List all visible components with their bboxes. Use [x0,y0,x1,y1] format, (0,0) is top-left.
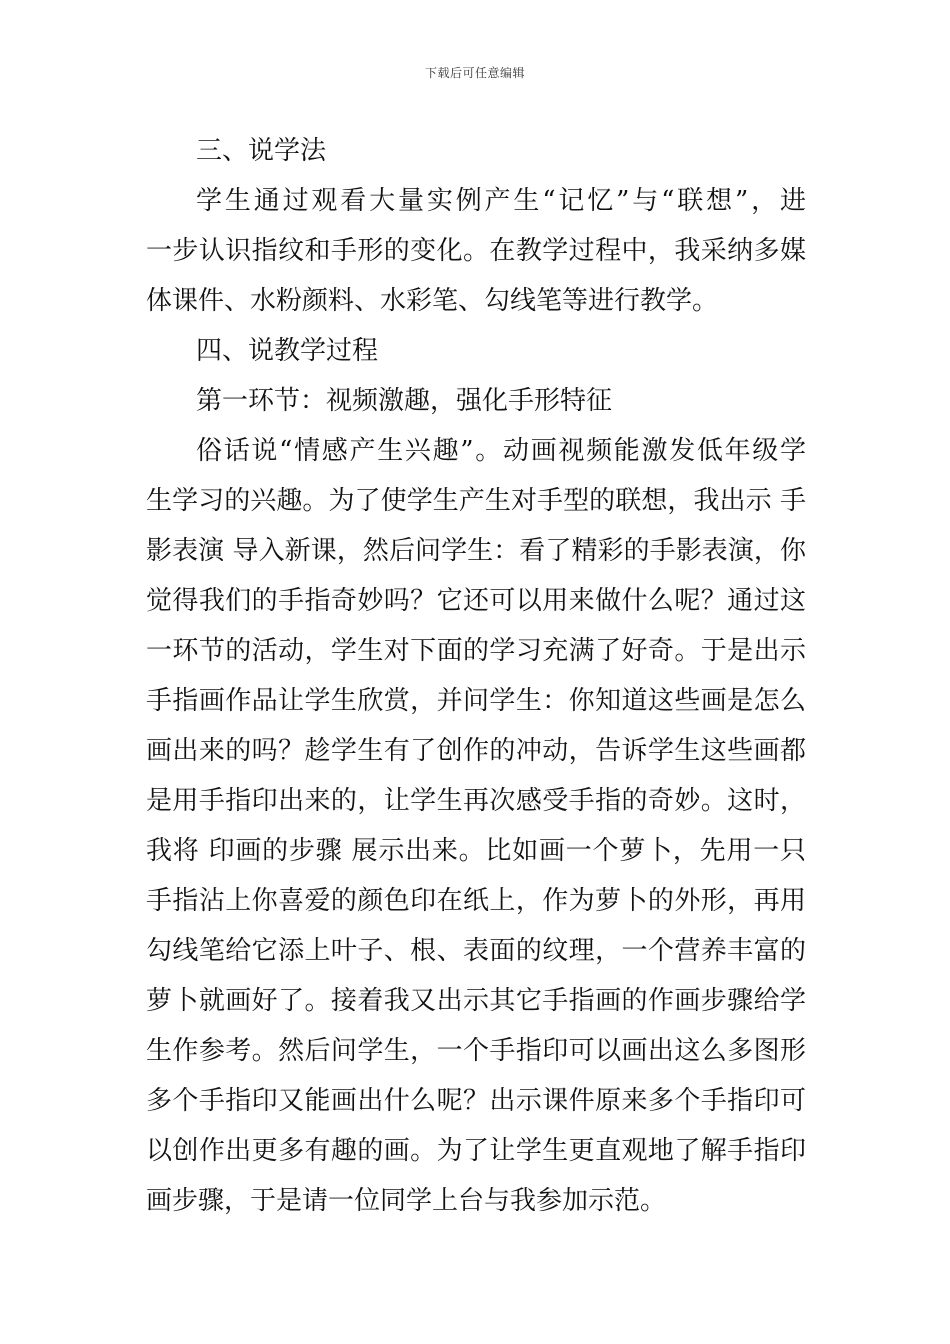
paragraph-line: 俗话说“情感产生兴趣”。动画视频能激发低年级学 [196,436,806,466]
section-heading-teaching-process: 四、说教学过程 [196,336,379,366]
paragraph-line: 勾线笔给它添上叶子、根、表面的纹理，一个营养丰富的 [146,936,806,966]
paragraph-line: 生作参考。然后问学生，一个手指印可以画出这么多图形 [146,1036,806,1066]
subsection-heading-first-stage: 第一环节：视频激趣，强化手形特征 [196,386,613,416]
paragraph-line: 多个手指印又能画出什么呢？出示课件原来多个手指印可 [146,1086,806,1116]
paragraph-line: 以创作出更多有趣的画。为了让学生更直观地了解手指印 [146,1136,806,1166]
paragraph-line: 体课件、水粉颜料、水彩笔、勾线笔等进行教学。 [146,286,719,316]
page-header: 下载后可任意编辑 [424,66,525,80]
paragraph-first-stage [146,426,806,1226]
paragraph-line: 画步骤，于是请一位同学上台与我参加示范。 [146,1186,667,1216]
paragraph-line: 一环节的活动，学生对下面的学习充满了好奇。于是出示 [146,636,806,666]
paragraph-line: 画出来的吗？趁学生有了创作的冲动，告诉学生这些画都 [146,736,806,766]
paragraph-line: 学生通过观看大量实例产生“记忆”与“联想”，进 [196,186,806,216]
paragraph-line: 手指沾上你喜爱的颜色印在纸上，作为萝卜的外形，再用 [146,886,806,916]
paragraph-line: 一步认识指纹和手形的变化。在教学过程中，我采纳多媒 [146,236,806,266]
section-heading-study-method: 三、说学法 [196,136,327,166]
paragraph-line: 萝卜就画好了。接着我又出示其它手指画的作画步骤给学 [146,986,806,1016]
paragraph-line: 是用手指印出来的，让学生再次感受手指的奇妙。这时， [146,786,806,816]
paragraph-line: 影表演 导入新课，然后问学生：看了精彩的手影表演，你 [146,536,806,566]
document-body [146,126,806,1226]
paragraph-line: 生学习的兴趣。为了使学生产生对手型的联想，我出示 手 [146,486,806,516]
paragraph-line: 我将 印画的步骤 展示出来。比如画一个萝卜，先用一只 [146,836,806,866]
paragraph-line: 手指画作品让学生欣赏，并问学生：你知道这些画是怎么 [146,686,806,716]
paragraph-study-method [146,176,806,326]
paragraph-line: 觉得我们的手指奇妙吗？它还可以用来做什么呢？通过这 [146,586,806,616]
